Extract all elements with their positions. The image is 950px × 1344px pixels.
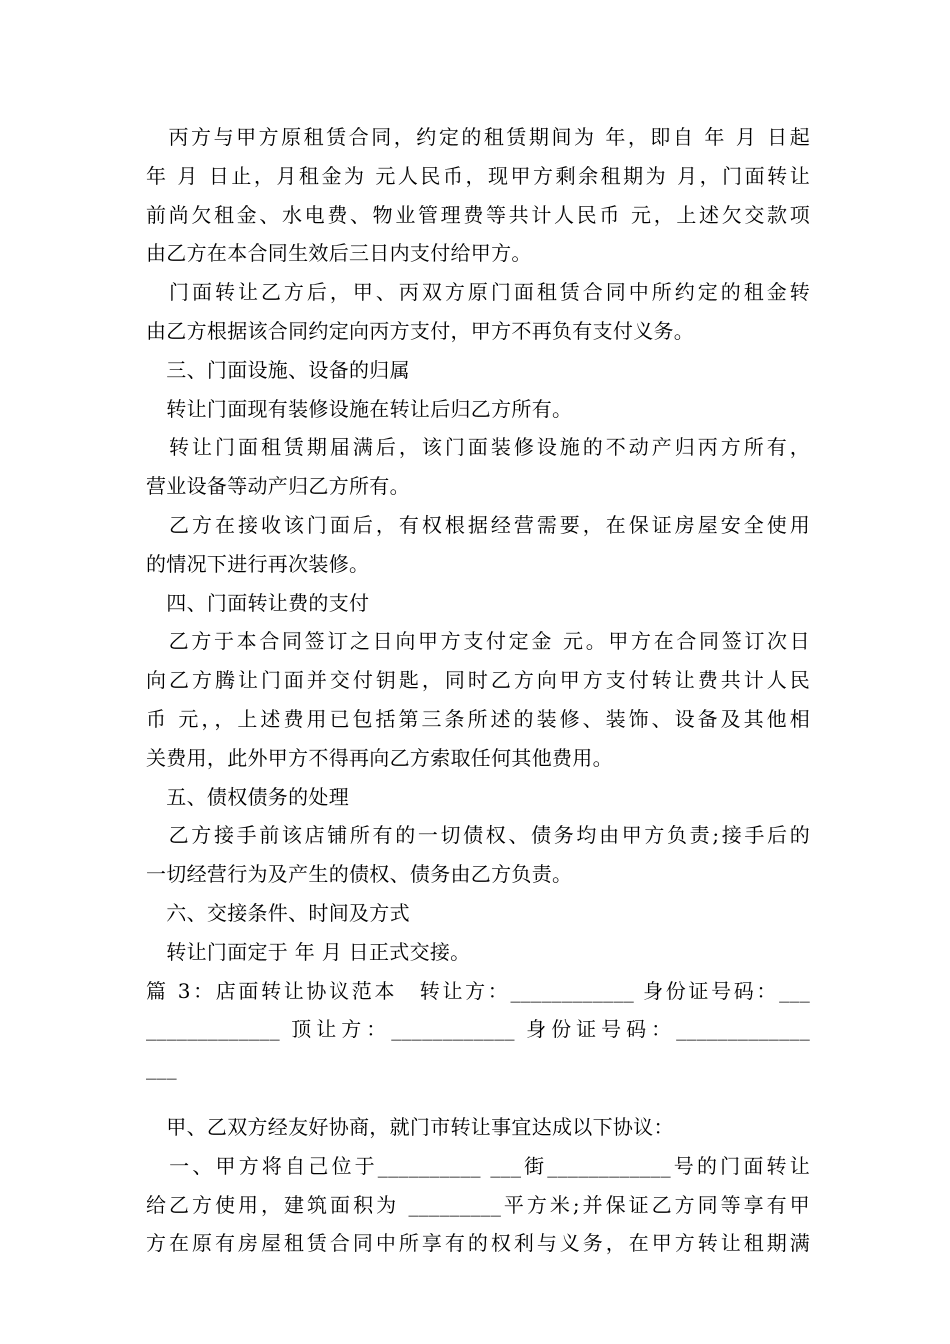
- text-line: 转让门面现有装修设施在转让后归乙方所有。: [146, 396, 573, 421]
- text-line: 币 元，，上述费用已包括第三条所述的装修、装饰、设备及其他相: [146, 706, 810, 731]
- text-line: 乙方于本合同签订之日向甲方支付定金 元。甲方在合同签订次日: [146, 629, 810, 654]
- document-body: [146, 118, 810, 1263]
- text-line: 五、债权债务的处理: [146, 784, 349, 809]
- text-line: 转让门面定于 年 月 日正式交接。: [146, 939, 471, 964]
- text-line: 营业设备等动产归乙方所有。: [146, 474, 410, 499]
- paragraph-gap: [146, 1088, 810, 1108]
- text-line: 向乙方腾让门面并交付钥匙，同时乙方向甲方支付转让费共计人民: [146, 668, 810, 693]
- text-line: 年 月 日止，月租金为 元人民币，现甲方剩余租期为 月，门面转让: [146, 163, 810, 188]
- text-line: 门面转让乙方后，甲、丙双方原门面租赁合同中所约定的租金转: [146, 280, 810, 305]
- text-line: 一、甲方将自己位于__________ ___街____________号的门面转让: [146, 1153, 810, 1178]
- text-line: 由乙方在本合同生效后三日内支付给甲方。: [146, 241, 532, 266]
- text-line: 给乙方使用，建筑面积为 _________平方米;并保证乙方同等享有甲: [146, 1192, 810, 1217]
- text-line: 方在原有房屋租赁合同中所享有的权利与义务，在甲方转让租期满: [146, 1231, 810, 1256]
- text-line: 前尚欠租金、水电费、物业管理费等共计人民币 元，上述欠交款项: [146, 202, 810, 227]
- text-line: 乙方接手前该店铺所有的一切债权、债务均由甲方负责;接手后的: [146, 823, 810, 848]
- text-line: ___: [146, 1056, 177, 1081]
- text-line: 篇 3：店面转让协议范本 转让方：____________ 身份证号码：___: [146, 978, 810, 1003]
- text-line: 四、门面转让费的支付: [146, 590, 370, 615]
- text-line: 由乙方根据该合同约定向丙方支付，甲方不再负有支付义务。: [146, 318, 695, 343]
- text-line: 一切经营行为及产生的债权、债务由乙方负责。: [146, 862, 573, 887]
- text-line: 三、门面设施、设备的归属: [146, 357, 410, 382]
- text-line: 转让门面租赁期届满后，该门面装修设施的不动产归丙方所有，: [146, 435, 810, 460]
- text-line: 的情况下进行再次装修。: [146, 551, 370, 576]
- text-line: 甲、乙双方经友好协商，就门市转让事宜达成以下协议：: [146, 1114, 674, 1139]
- text-line: 乙方在接收该门面后，有权根据经营需要，在保证房屋安全使用: [146, 512, 810, 537]
- text-line: 六、交接条件、时间及方式: [146, 900, 410, 925]
- text-line: 关费用，此外甲方不得再向乙方索取任何其他费用。: [146, 745, 613, 770]
- text-line: 丙方与甲方原租赁合同，约定的租赁期间为 年，即自 年 月 日起: [146, 125, 810, 149]
- text-line: _____________ 顶让方：____________ 身份证号码：_____________: [146, 1017, 810, 1042]
